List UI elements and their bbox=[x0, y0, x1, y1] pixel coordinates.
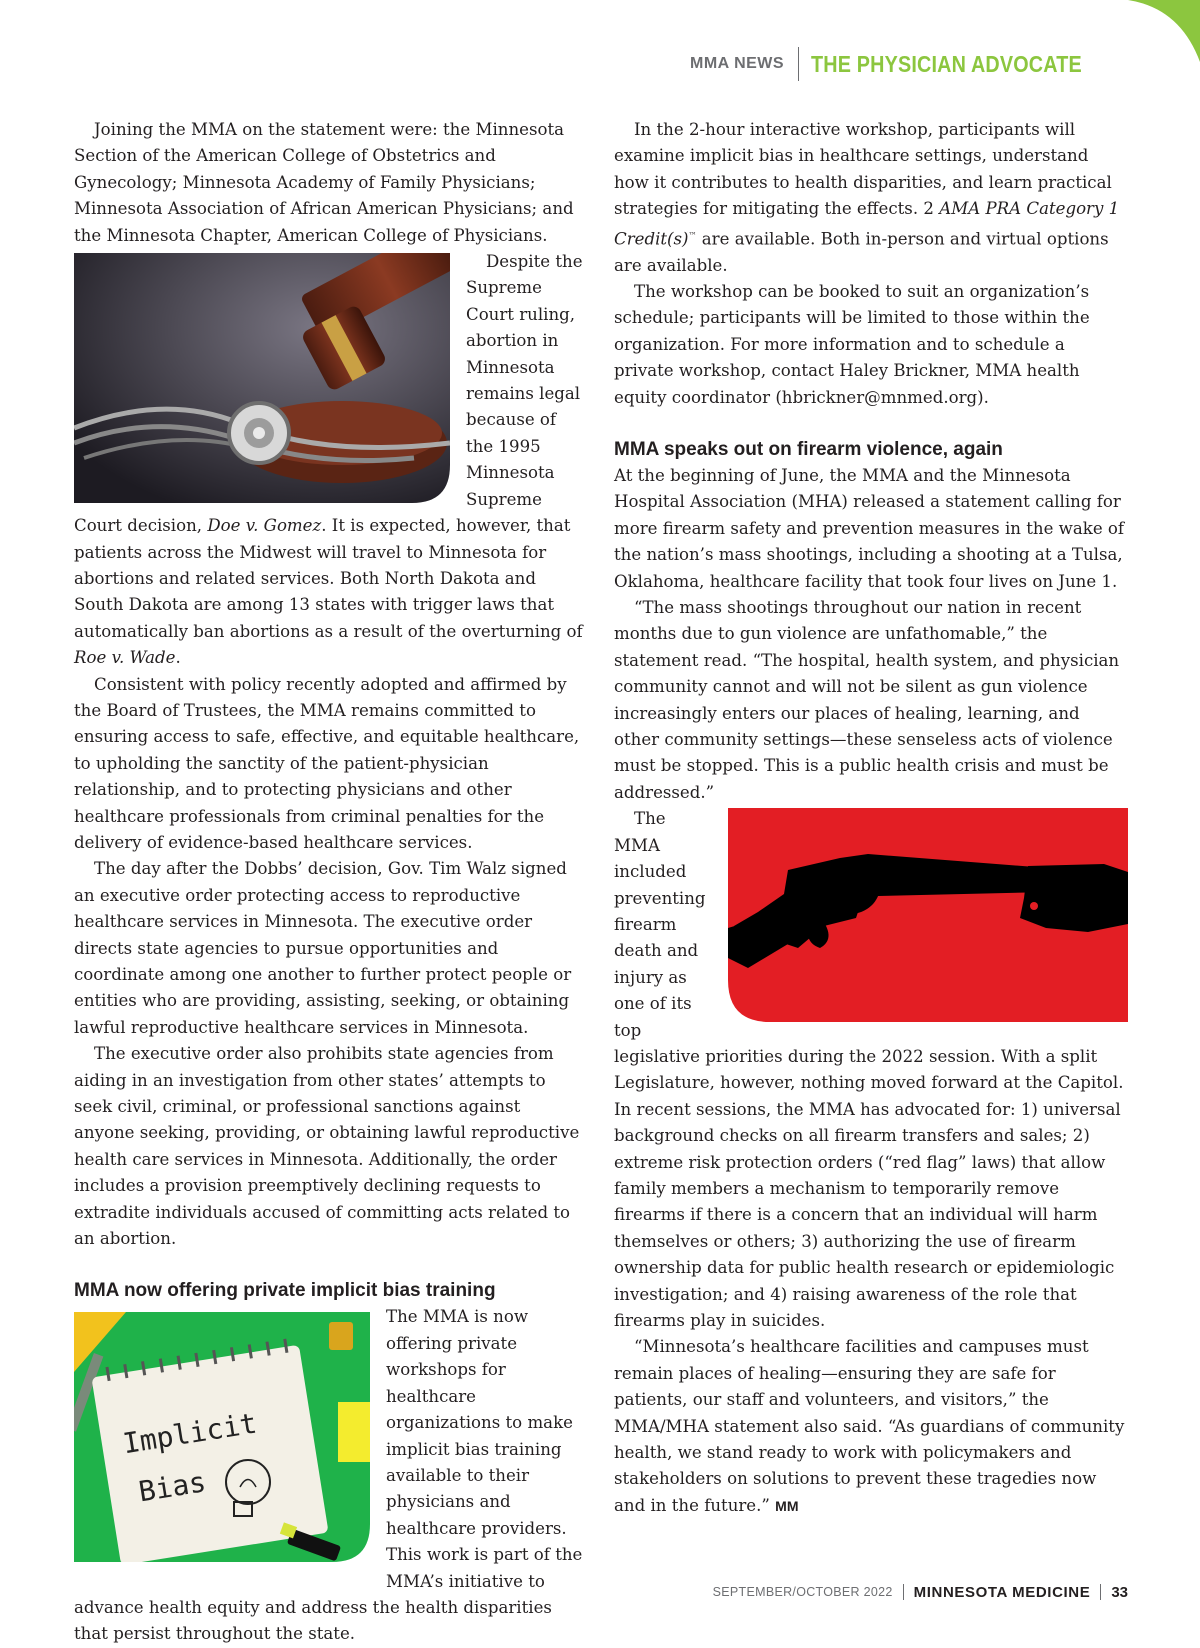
right-column bbox=[614, 117, 1128, 1519]
paragraph: Joining the MMA on the statement were: the Minnesota Section of the American College of Obstetrics and Gynecology; Minnesota Academy of Family Physicians; Minnesota Association of African American Physicians; and the Minnesota Chapter, American College of Physicians. bbox=[74, 120, 574, 245]
section-heading: MMA now offering private implicit bias training bbox=[74, 1280, 496, 1302]
paragraph: “The mass shootings throughout our nation in recent months due to gun violence are unfathomable,” the statement read. “The hospital, health system, and physician community cannot and will not be silent as gun violence increasingly enters our places of healing, learning, and other community settings—these senseless acts of violence must be stopped. This is a public health crisis and must be addressed.” bbox=[614, 598, 1120, 802]
paragraph-text: are available. Both in-person and virtual options are available. bbox=[614, 229, 1109, 275]
gavel-stethoscope-photo bbox=[74, 253, 450, 503]
paragraph: Consistent with policy recently adopted and affirmed by the Board of Trustees, the MMA remains committed to ensuring access to safe, effective, and equitable healthcare, to upholding the sanctity of the patient-physician relationship, and to protecting physicians and other healthcare professionals from criminal penalties for the delivery of evidence-based healthcare services. bbox=[74, 674, 580, 852]
paragraph bbox=[614, 117, 1128, 279]
page-footer bbox=[713, 1582, 1128, 1602]
section-heading: MMA speaks out on firearm violence, again bbox=[614, 439, 1003, 460]
case-name: Roe v. Wade bbox=[74, 648, 176, 668]
paragraph: The workshop can be booked to suit an organization’s schedule; participants will be limited to those within the organization. For more information and to schedule a private workshop, contact Haley Brickner, MMA health equity coordinator (hbrickner@mnmed.org). bbox=[614, 281, 1090, 407]
paragraph: The MMA is now offering private workshops for healthcare organizations to make implicit bias training available to their physicians and healthcare providers. This work is part of the MMA’s initiative to advance health equity and address the health disparities that persist throughout the state. bbox=[74, 1307, 583, 1644]
notebook-text: Bias bbox=[136, 1465, 209, 1509]
paragraph-text: . It is expected, however, that patients across the Midwest will travel to Minnesota for abortions and related services. Both North Dakota and South Dakota are among 13 states with trigger laws that automatically ban abortions as a result of the overturning of bbox=[74, 516, 583, 641]
implicit-bias-photo bbox=[74, 1312, 370, 1566]
column-title: THE PHYSICIAN ADVOCATE bbox=[811, 50, 1082, 77]
publication-name: MINNESOTA MEDICINE bbox=[913, 1583, 1091, 1601]
paragraph bbox=[614, 1334, 1128, 1519]
section-label: MMA NEWS bbox=[690, 55, 785, 72]
paragraph: The day after the Dobbs’ decision, Gov. Tim Walz signed an executive order protecting access to reproductive healthcare services in Minnesota. The executive order directs state agencies to pursue opportunities and coordinate among one another to further protect people or entities who are providing, assisting, seeking, or obtaining lawful reproductive healthcare services in Minnesota. bbox=[74, 859, 572, 1037]
footer-divider bbox=[1100, 1584, 1101, 1600]
paragraph: At the beginning of June, the MMA and the Minnesota Hospital Association (MHA) released a statement calling for more firearm safety and prevention measures in the wake of the nation’s mass shootings, including a shooting at a Tulsa, Oklahoma, healthcare facility that took four lives on June 1. bbox=[614, 466, 1125, 591]
paragraph-text: . bbox=[175, 648, 181, 668]
gun-illustration bbox=[728, 808, 1128, 1022]
paragraph-text: “Minnesota’s healthcare facilities and campuses must remain places of healing—ensuring they are safe for patients, our staff and volunteers, and visitors,” the MMA/MHA statement also said. “As guardians of community health, we stand ready to work with policymakers and stakeholders on solutions to prevent these tragedies now and in the future.” bbox=[614, 1337, 1125, 1515]
left-column bbox=[74, 117, 584, 1648]
credit-name: AMA PRA Category 1 Credit(s) bbox=[614, 199, 1120, 249]
paragraph-text: Despite the Supreme Court ruling, abortion in Minnesota remains legal because of the 1995 Minnesota Supreme Court decision, bbox=[74, 252, 583, 536]
page-number: 33 bbox=[1111, 1583, 1128, 1601]
issue-date: SEPTEMBER/OCTOBER 2022 bbox=[712, 1585, 893, 1599]
notebook-text: Implicit bbox=[120, 1407, 259, 1461]
paragraph-text: In the 2-hour interactive workshop, participants will examine implicit bias in healthcare settings, understand how it contributes to health disparities, and learn practical strategies for mitigating the effects. 2 bbox=[614, 120, 1112, 219]
paragraph: The executive order also prohibits state agencies from aiding in an investigation from other states’ attempts to seek civil, criminal, or professional sanctions against anyone seeking, providing, or obtaining lawful reproductive health care services in Minnesota. Additionally, the order includes a provision preemptively declining requests to extradite individuals accused of committing acts related to an abortion. bbox=[74, 1044, 580, 1249]
trademark-mark: ™ bbox=[688, 230, 697, 240]
case-name: Doe v. Gomez bbox=[207, 516, 322, 536]
paragraph: The MMA included preventing firearm death and injury as one of its top legislative priorities during the 2022 session. With a split Legislature, however, nothing moved forward at the Capitol. In recent sessions, the MMA has advocated for: 1) universal background checks on all firearm transfers and sales; 2) extreme risk protection orders (“red flag” laws) that allow family members a mechanism to temporarily remove firearms if there is a concern that an individual will harm themselves or others; 3) authorizing the use of firearm ownership data for public health research or epidemiologic investigation; and 4) raising awareness of the role that firearms play in suicides. bbox=[614, 809, 1124, 1330]
end-mark: MM bbox=[775, 1497, 799, 1514]
page-header bbox=[690, 46, 1128, 82]
footer-divider bbox=[903, 1584, 904, 1600]
